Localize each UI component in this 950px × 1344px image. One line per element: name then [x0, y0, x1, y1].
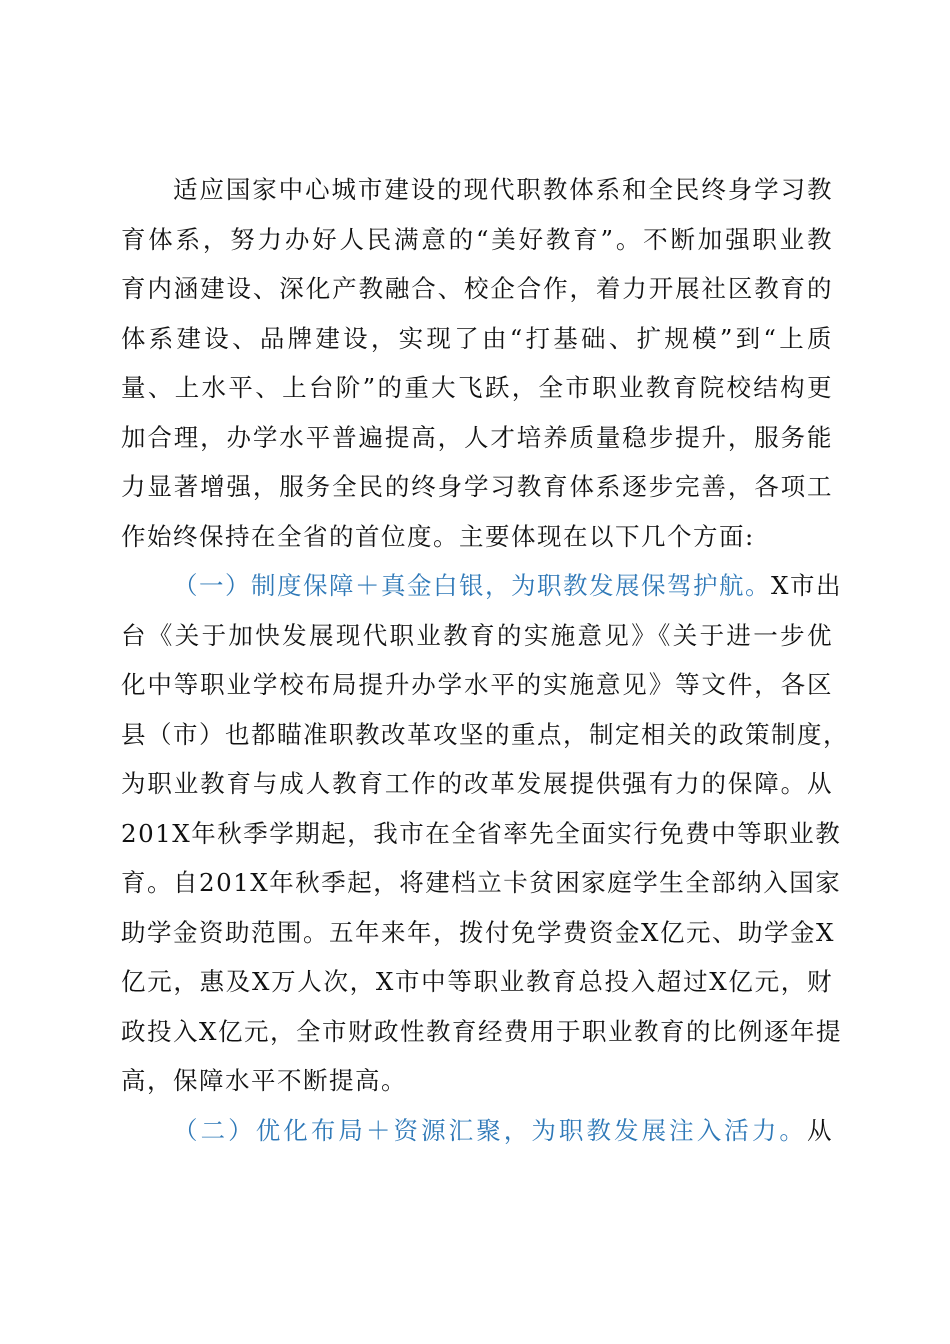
- paragraph-line: [121, 413, 833, 463]
- line-text: 化中等职业学校布局提升办学水平的实施意见》等文件，各区: [121, 670, 833, 699]
- paragraph-line: [121, 858, 842, 908]
- line-text: 台《关于加快发展现代职业教育的实施意见》《关于进一步优: [121, 620, 833, 650]
- paragraph-line: [121, 660, 833, 710]
- line-text: 亿元，惠及X万人次，X市中等职业教育总投入超过X亿元，财: [121, 967, 833, 996]
- paragraph-line: [121, 908, 833, 958]
- paragraph-line: [121, 710, 849, 760]
- line-text: 政投入X亿元，全市财政性教育经费用于职业教育的比例逐年提: [121, 1016, 842, 1046]
- line-text: 助学金资助范围。五年来年，拨付免学费资金X亿元、助学金X: [121, 917, 835, 947]
- paragraph-line: [121, 215, 833, 265]
- paragraph-line: [121, 611, 833, 661]
- line-text: 高，保障水平不断提高。: [121, 1066, 407, 1095]
- line-text: 为职业教育与成人教育工作的改革发展提供强有力的保障。从: [121, 769, 833, 798]
- section-heading: （二）优化布局＋资源汇聚，为职教发展注入活力。: [173, 1115, 807, 1145]
- paragraph-line: [121, 1106, 833, 1156]
- line-text: 201X年秋季学期起，我市在全省率先全面实行免费中等职业教: [121, 818, 842, 848]
- line-text: 量、上水平、上台阶”的重大飞跃，全市职业教育院校结构更: [121, 373, 833, 402]
- line-text: 加合理，办学水平普遍提高，人才培养质量稳步提升，服务能: [121, 422, 833, 452]
- section-heading: （一）制度保障＋真金白银，为职教发展保驾护航。: [173, 571, 771, 600]
- paragraph-line: [121, 809, 842, 859]
- paragraph-line: [121, 264, 833, 314]
- paragraph-line: [121, 462, 833, 512]
- paragraph-line: [121, 165, 833, 215]
- line-text: 作始终保持在全省的首位度。主要体现在以下几个方面:: [121, 521, 755, 551]
- paragraph-line: [121, 1007, 842, 1057]
- line-text: 适应国家中心城市建设的现代职教体系和全民终身学习教: [173, 175, 833, 204]
- paragraph-line: [121, 561, 842, 611]
- paragraph-line: [121, 363, 833, 413]
- line-text: 体系建设、品牌建设，实现了由“打基础、扩规模”到“上质: [121, 323, 833, 353]
- paragraph-line: [121, 1056, 833, 1106]
- line-text: 育。自201X年秋季起，将建档立卡贫困家庭学生全部纳入国家: [121, 868, 842, 897]
- paragraph-line: [121, 314, 833, 364]
- line-text: 力显著增强，服务全民的终身学习教育体系逐步完善，各项工: [121, 472, 833, 501]
- paragraph-line: [121, 759, 833, 809]
- line-text: X市出: [771, 571, 842, 600]
- paragraph-line: [121, 957, 833, 1007]
- line-text: 育体系，努力办好人民满意的“美好教育”。不断加强职业教: [121, 224, 833, 254]
- line-text: 从: [807, 1115, 833, 1145]
- paragraph-line: [121, 512, 833, 562]
- body-text: [121, 165, 849, 1155]
- line-text: 县（市）也都瞄准职教改革攻坚的重点，制定相关的政策制度，: [121, 719, 849, 749]
- line-text: 育内涵建设、深化产教融合、校企合作，着力开展社区教育的: [121, 274, 833, 303]
